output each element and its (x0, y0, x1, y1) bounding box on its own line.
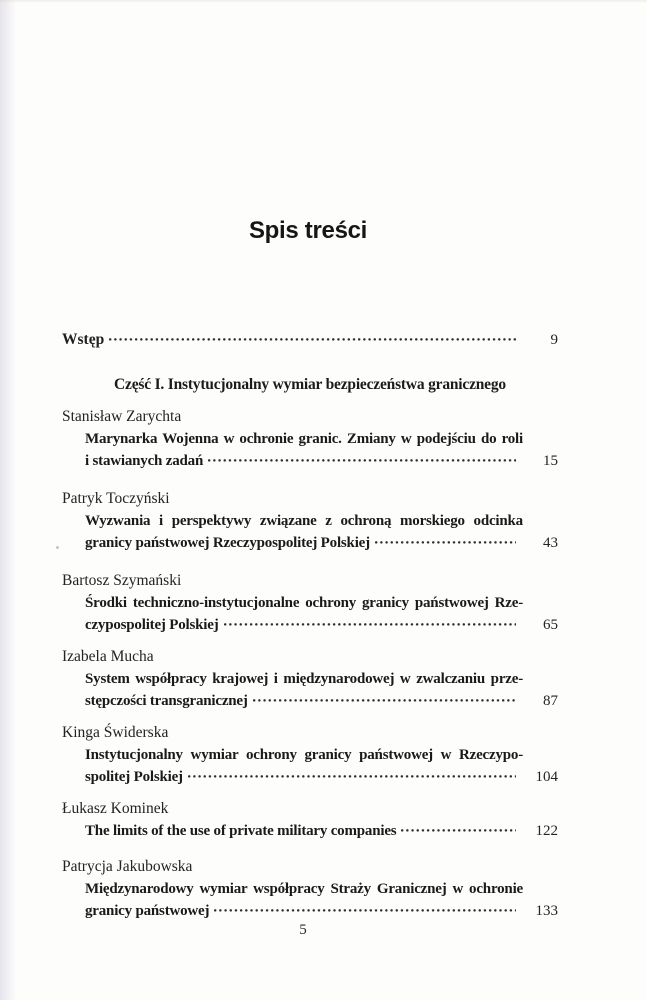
toc-front-page-number: 9 (550, 332, 558, 348)
toc-entry-title-line: Marynarka Wojenna w ochronie granic. Zmiany w podejściu do roli (85, 431, 523, 447)
toc-entry-title-text: spolitej Polskiej (85, 769, 183, 785)
toc-entry-author: Patrycja Jakubowska (62, 858, 193, 875)
footer-page-number: 5 (299, 922, 307, 938)
toc-entry-title-row (85, 614, 558, 636)
toc-entry (62, 488, 558, 554)
toc-entry-title-row (85, 450, 558, 472)
toc-entry-page-number: 133 (535, 903, 558, 919)
toc-entry-title-text: The limits of the use of private military companies (85, 823, 397, 839)
toc-front-row (62, 329, 558, 351)
toc-entry-title-line: Instytucjonalny wymiar ochrony granicy państwowej w Rzeczypo- (85, 747, 523, 763)
toc-entry-title-row (85, 766, 558, 788)
toc-entry-page-number: 87 (543, 693, 558, 709)
toc-entry-author: Stanisław Zarychta (62, 408, 182, 425)
toc-entry-title-row (85, 900, 558, 922)
toc-entry-page-number: 104 (535, 769, 558, 785)
toc-entry (62, 798, 558, 842)
toc-entry-title-line: Środki techniczno-instytucjonalne ochrony granicy państwowej Rze- (85, 595, 523, 611)
toc-entry-page-number: 43 (543, 535, 558, 551)
toc-entry-title-line: System współpracy krajowej i międzynarodowej w zwalczaniu prze- (85, 671, 523, 687)
toc-entry (62, 856, 558, 922)
paper-speck (56, 546, 59, 549)
toc-entry (62, 570, 558, 636)
page-title: Spis treści (248, 217, 368, 245)
toc-entry-title-row (85, 532, 558, 554)
toc-entry-author: Kinga Świderska (62, 724, 169, 741)
page-edge-shadow-top (0, 0, 647, 3)
toc-entry-author: Łukasz Kominek (62, 800, 169, 817)
toc-entry-title-row (85, 690, 558, 712)
toc-entry-author: Izabela Mucha (62, 648, 154, 665)
toc-front-label: Wstęp (62, 331, 105, 348)
toc-entry-author: Patryk Toczyński (62, 490, 170, 507)
toc-entry-page-number: 65 (543, 617, 558, 633)
page-edge-shadow-left (0, 0, 22, 1000)
toc-entry-page-number: 15 (543, 453, 558, 469)
toc-entry-author: Bartosz Szymański (62, 572, 182, 589)
toc-entry-title-text: stępczości transgranicznej (85, 693, 248, 709)
toc-entry (62, 646, 558, 712)
toc-entry-page-number: 122 (535, 823, 558, 839)
toc-entry-title-text: i stawianych zadań (85, 453, 204, 469)
toc-entry-title-text: czypospolitej Polskiej (85, 617, 219, 633)
toc-entry (62, 722, 558, 788)
toc-entry (62, 406, 558, 472)
toc-entry-title-text: granicy państwowej (85, 903, 210, 919)
toc-entry-title-line: Wyzwania i perspektywy związane z ochroną morskiego odcinka (85, 513, 523, 529)
toc-entry-title-text: granicy państwowej Rzeczypospolitej Polskiej (85, 535, 370, 551)
part-heading: Część I. Instytucjonalny wymiar bezpieczeństwa granicznego (114, 376, 506, 393)
toc-entry-title-row (85, 820, 558, 842)
toc-entry-title-line: Międzynarodowy wymiar współpracy Straży Granicznej w ochronie (85, 881, 523, 897)
